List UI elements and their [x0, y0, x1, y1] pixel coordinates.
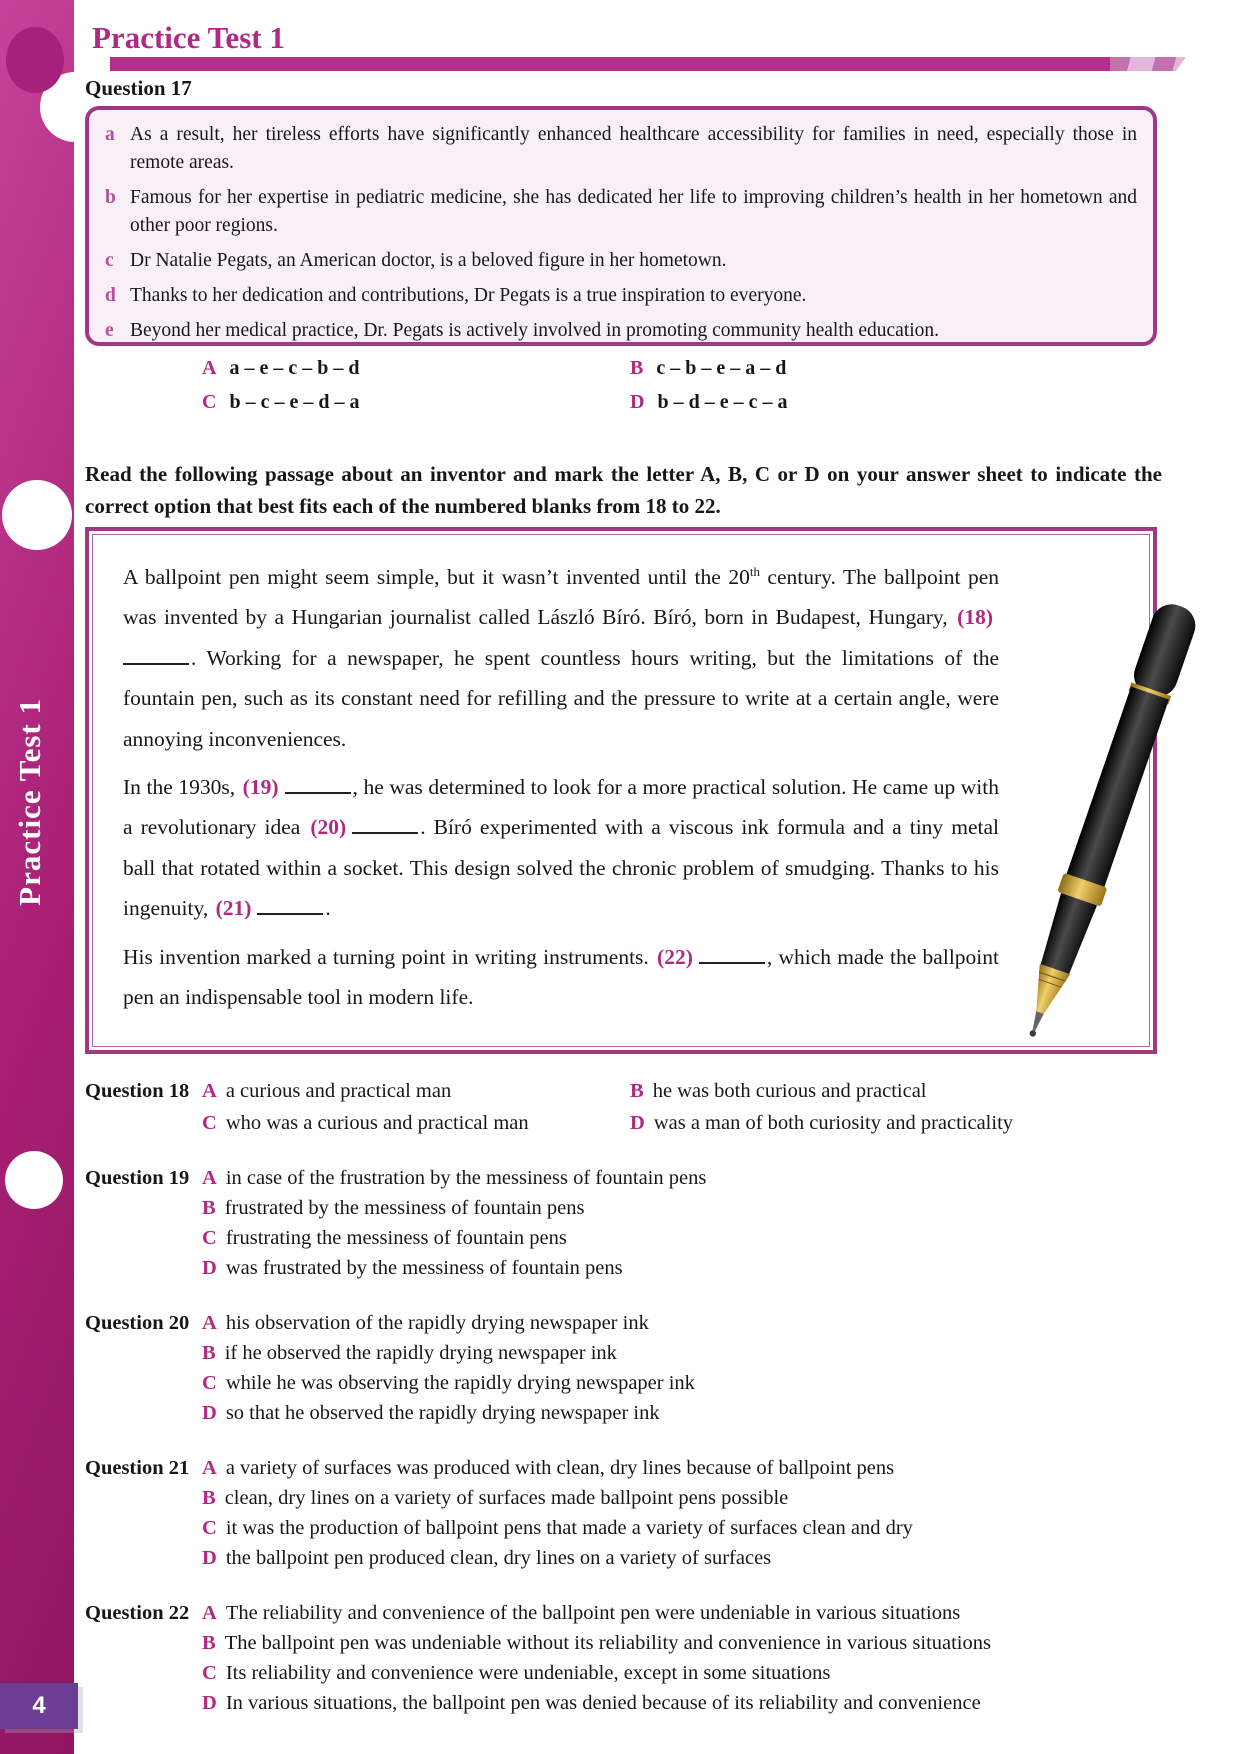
choice-letter: B — [202, 1487, 216, 1509]
answer-option — [630, 1076, 1237, 1106]
answer-option — [202, 1338, 1237, 1368]
choice-letter: C — [202, 1517, 217, 1539]
sentence-item — [105, 121, 1137, 177]
answer-option — [202, 1163, 1237, 1193]
choice-letter: D — [202, 1547, 217, 1569]
choice-letter: C — [202, 391, 217, 413]
choice-letter: C — [202, 1662, 217, 1684]
choice-letter: C — [202, 1112, 217, 1134]
blank-number: (18) — [957, 605, 993, 630]
sentence-item — [105, 282, 1137, 310]
sentence-item — [105, 184, 1137, 240]
answer-option — [202, 1688, 1237, 1718]
sentence-text: Famous for her expertise in pediatric medicine, she has dedicated her life to improving children’s health in her hometown and other poor regions. — [130, 187, 1137, 236]
choice-letter: B — [202, 1342, 216, 1364]
blank-line — [699, 957, 765, 964]
question-label: Question 22 — [85, 1602, 190, 1624]
sentence-text: Thanks to her dedication and contributions, Dr Pegats is a true inspiration to everyone. — [130, 285, 807, 306]
sentence-letter: c — [105, 250, 114, 271]
answer-option — [202, 1223, 1237, 1253]
title-bar-stripes — [1110, 57, 1186, 71]
section-instructions: Read the following passage about an inventor and mark the letter A, B, C or D on your answer sheet to indicate the correct option that best fits each of the numbered blanks from 18 to 22. — [85, 462, 1162, 518]
choice-text: his observation of the rapidly drying newspaper ink — [225, 1312, 649, 1334]
choice-text: a variety of surfaces was produced with clean, dry lines because of ballpoint pens — [225, 1457, 895, 1479]
answer-option — [202, 1108, 630, 1138]
question-block — [85, 1598, 1237, 1718]
choice-letter: C — [202, 1372, 217, 1394]
sentence-text: As a result, her tireless efforts have significantly enhanced healthcare accessibility for families in need, especially those in remote areas. — [130, 124, 1137, 173]
page-number-badge — [0, 1683, 78, 1729]
choice-text: the ballpoint pen produced clean, dry lines on a variety of surfaces — [225, 1547, 772, 1569]
sentence-letter: a — [105, 124, 115, 145]
page-title: Practice Test 1 — [92, 20, 285, 55]
choice-text: while he was observing the rapidly drying newspaper ink — [225, 1372, 695, 1394]
blank-line — [257, 908, 323, 915]
answer-option — [202, 1483, 1237, 1513]
blank-line — [285, 787, 351, 794]
question-options — [202, 1453, 1237, 1573]
answer-option — [630, 356, 1157, 381]
question-label: Question 21 — [85, 1457, 190, 1479]
choice-text: who was a curious and practical man — [225, 1112, 529, 1134]
sidebar-vertical-label: Practice Test 1 — [12, 698, 47, 906]
question17-options — [105, 121, 1137, 345]
answer-option — [202, 1308, 1237, 1338]
question-block — [85, 1453, 1237, 1573]
choice-text: Its reliability and convenience were undeniable, except in some situations — [225, 1662, 831, 1684]
choice-text: he was both curious and practical — [652, 1080, 927, 1102]
sentence-text: Dr Natalie Pegats, an American doctor, is a beloved figure in her hometown. — [130, 250, 727, 271]
title-underline-bar — [110, 57, 1110, 71]
answer-option — [630, 1108, 1237, 1138]
choice-text: in case of the frustration by the messiness of fountain pens — [225, 1167, 707, 1189]
passage-text — [92, 534, 1150, 1047]
blank-line — [352, 827, 418, 834]
choice-text: The reliability and convenience of the ballpoint pen were undeniable in various situations — [225, 1602, 961, 1624]
choice-letter: C — [202, 1227, 217, 1249]
passage-paragraph: In the 1930s, (19) , he was determined to look for a more practical solution. He came up with a revolutionary idea (20) . Bíró experimented with a viscous ink formula and a tiny metal ball that rotated within a socket. This design solved the chronic problem of smudging. Thanks to his ingenuity, (21) . — [123, 775, 999, 921]
answer-option — [202, 1628, 1237, 1658]
choice-letter: D — [202, 1402, 217, 1424]
choice-text: it was the production of ballpoint pens that made a variety of surfaces clean and dry — [225, 1517, 913, 1539]
passage-paragraph: His invention marked a turning point in writing instruments. (22) , which made the ballpoint pen an indispensable tool in modern life. — [123, 944, 999, 1010]
question-label: Question 20 — [85, 1312, 190, 1334]
questions-section — [85, 1076, 1237, 1743]
sentence-item — [105, 317, 1137, 345]
choice-letter: D — [630, 1112, 645, 1134]
superscript: th — [749, 564, 760, 579]
question-block — [85, 1076, 1237, 1138]
question-block — [85, 1163, 1237, 1283]
answer-option — [202, 390, 630, 415]
question-options — [202, 1163, 1237, 1283]
choice-letter: A — [202, 1457, 217, 1479]
answer-option — [202, 1398, 1237, 1428]
answer-option — [202, 1598, 1237, 1628]
choice-text: b – d – e – c – a — [657, 391, 788, 413]
question-options — [202, 1308, 1237, 1428]
choice-text: frustrating the messiness of fountain pens — [225, 1227, 567, 1249]
choice-text: was frustrated by the messiness of fountain pens — [225, 1257, 623, 1279]
sentence-letter: e — [105, 320, 114, 341]
passage-box — [85, 527, 1157, 1054]
answer-option — [202, 1253, 1237, 1283]
blank-number: (19) — [242, 775, 279, 800]
answer-option — [202, 1658, 1237, 1688]
answer-option — [202, 1193, 1237, 1223]
answer-option — [202, 1076, 630, 1106]
question-options — [202, 1598, 1237, 1718]
choice-letter: B — [202, 1632, 216, 1654]
choice-letter: A — [202, 357, 217, 379]
choice-letter: A — [202, 1167, 217, 1189]
choice-text: clean, dry lines on a variety of surfaces made ballpoint pens possible — [224, 1487, 789, 1509]
answer-option — [202, 1368, 1237, 1398]
choice-text: The ballpoint pen was undeniable without its reliability and convenience in various situations — [224, 1632, 991, 1654]
question17-label: Question 17 — [85, 76, 192, 100]
answer-option — [202, 1543, 1237, 1573]
blank-line — [123, 658, 189, 665]
choice-text: a – e – c – b – d — [229, 357, 360, 379]
question-options — [202, 1076, 1237, 1138]
question-block — [85, 1308, 1237, 1428]
blank-number: (22) — [657, 944, 693, 969]
choice-text: c – b – e – a – d — [656, 357, 787, 379]
choice-letter: D — [630, 391, 645, 413]
choice-letter: B — [630, 357, 644, 379]
sentence-letter: b — [105, 187, 116, 208]
sentence-letter: d — [105, 285, 116, 306]
choice-text: b – c – e – d – a — [229, 391, 360, 413]
choice-text: In various situations, the ballpoint pen was denied because of its reliability and convenience — [225, 1692, 981, 1714]
choice-letter: D — [202, 1257, 217, 1279]
question17-answers — [202, 356, 1157, 415]
answer-option — [202, 1453, 1237, 1483]
sentence-text: Beyond her medical practice, Dr. Pegats is actively involved in promoting community health education. — [130, 320, 940, 341]
question-label: Question 19 — [85, 1167, 190, 1189]
blank-number: (20) — [310, 815, 347, 840]
answer-option — [202, 1513, 1237, 1543]
question-label: Question 18 — [85, 1080, 190, 1102]
sentence-item — [105, 247, 1137, 275]
choice-letter: B — [202, 1197, 216, 1219]
question17-box — [85, 106, 1157, 346]
choice-letter: B — [630, 1080, 644, 1102]
choice-text: if he observed the rapidly drying newspaper ink — [224, 1342, 617, 1364]
decor-dot — [6, 27, 64, 93]
choice-text: was a man of both curiosity and practicality — [653, 1112, 1014, 1134]
decor-circle — [5, 1151, 63, 1209]
answer-option — [202, 356, 630, 381]
passage-paragraph: A ballpoint pen might seem simple, but it wasn’t invented until the 20th century. The ballpoint pen was invented by a Hungarian journalist called László Bíró. Bíró, born in Budapest, Hungary, (18). Working for a newspaper, he spent countless hours writing, but the limitations of the fountain pen, such as its constant need for refilling and the pressure to write at a certain angle, were annoying inconveniences. — [123, 564, 999, 751]
choice-text: frustrated by the messiness of fountain pens — [224, 1197, 585, 1219]
choice-letter: A — [202, 1080, 217, 1102]
page-number: 4 — [32, 1692, 46, 1719]
choice-letter: D — [202, 1692, 217, 1714]
answer-option — [630, 390, 1157, 415]
blank-number: (21) — [215, 896, 252, 921]
choice-letter: A — [202, 1312, 217, 1334]
decor-circle — [2, 480, 72, 550]
choice-letter: A — [202, 1602, 217, 1624]
choice-text: a curious and practical man — [225, 1080, 452, 1102]
choice-text: so that he observed the rapidly drying newspaper ink — [225, 1402, 660, 1424]
